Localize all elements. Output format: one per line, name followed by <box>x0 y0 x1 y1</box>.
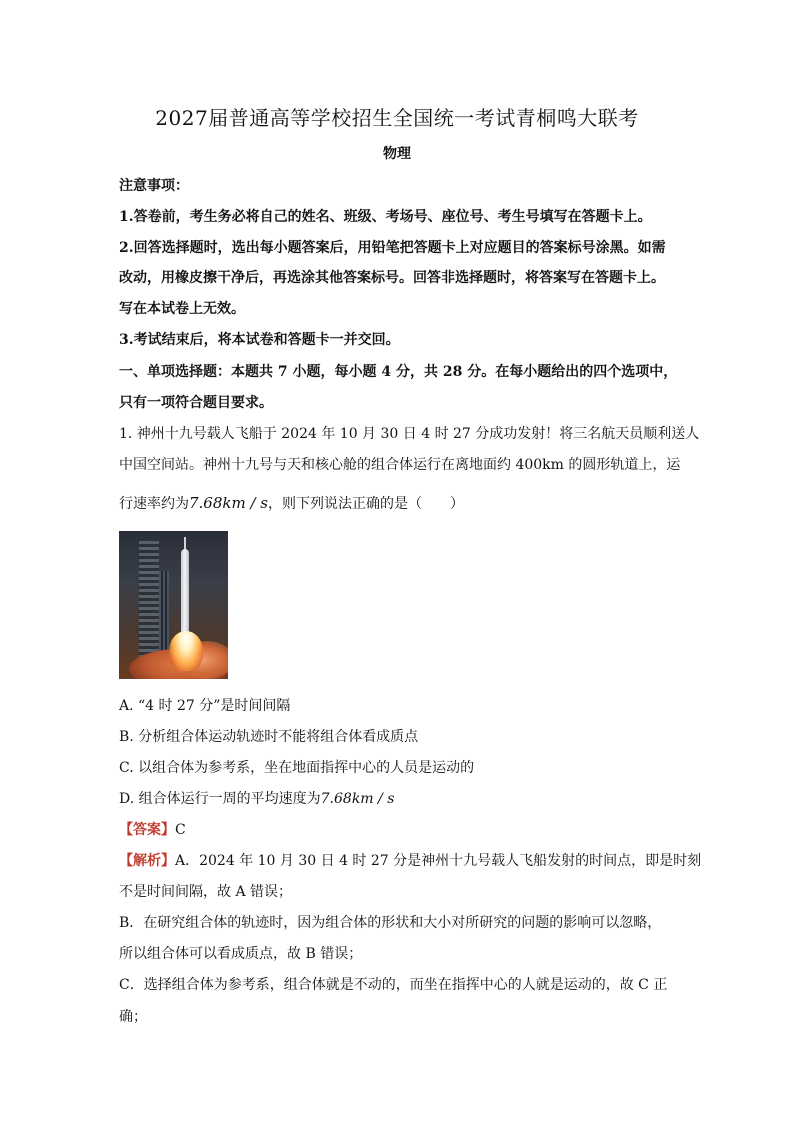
analysis-line-c-2: 确； <box>119 1009 147 1025</box>
rocket-flame <box>169 631 203 671</box>
question-1-line-3-suffix: ，则下列说法正确的是（ ） <box>268 496 464 512</box>
exam-title: 2027届普通高等学校招生全国统一考试青桐鸣大联考 <box>155 106 639 130</box>
notice-item-2-line-1: 2.回答选择题时，选出每小题答案后，用铅笔把答题卡上对应题目的答案标号涂黑。如需 <box>119 240 666 256</box>
notice-item-2-line-2: 改动，用橡皮擦干净后，再选涂其他答案标号。回答非选择题时，将答案写在答题卡上。 <box>119 270 665 286</box>
answer-line <box>119 820 679 840</box>
analysis-line-b-2: 所以组合体可以看成质点，故 B 错误； <box>119 946 363 962</box>
analysis-a-text: A．2024 年 10 月 30 日 4 时 27 分是神州十九号载人飞船发射的时间点，即是时刻 <box>175 853 702 869</box>
speed-formula: 7.68km / s <box>189 494 268 512</box>
rocket-launch-photo <box>119 531 228 679</box>
option-a: A. “4 时 27 分”是时间间隔 <box>119 698 291 714</box>
analysis-line-b-1: B．在研究组合体的轨迹时，因为组合体的形状和大小对所研究的问题的影响可以忽略， <box>119 915 662 931</box>
option-c: C. 以组合体为参考系，坐在地面指挥中心的人员是运动的 <box>119 760 475 776</box>
notice-item-2-line-3: 写在本试卷上无效。 <box>119 301 245 317</box>
section-heading-line-1: 一、单项选择题：本题共 7 小题，每小题 4 分，共 28 分。在每小题给出的四个选项中， <box>119 364 678 380</box>
question-1-line-2: 中国空间站。神州十九号与天和核心舱的组合体运行在离地面约 400km 的圆形轨道上，运 <box>119 457 681 473</box>
notice-item-3: 3.考试结束后，将本试卷和答题卡一并交回。 <box>119 332 400 348</box>
section-heading-line-2: 只有一项符合题目要求。 <box>119 395 273 411</box>
answer-label: 【答案】 <box>119 822 175 838</box>
option-d <box>119 789 679 809</box>
analysis-label: 【解析】 <box>119 853 175 869</box>
subject-label: 物理 <box>383 146 411 162</box>
option-d-formula: 7.68km / s <box>320 791 395 807</box>
analysis-line-c-1: C．选择组合体为参考系，组合体就是不动的，而坐在指挥中心的人就是运动的，故 C 正 <box>119 977 668 993</box>
analysis-line-a-1 <box>119 851 702 871</box>
rocket-icon <box>181 549 189 641</box>
notice-item-1: 1.答卷前，考生务必将自己的姓名、班级、考场号、座位号、考生号填写在答题卡上。 <box>119 209 652 225</box>
notice-heading: 注意事项： <box>119 178 189 194</box>
question-1-line-3 <box>119 493 679 514</box>
analysis-line-a-2: 不是时间间隔，故 A 错误； <box>119 884 293 900</box>
option-b: B. 分析组合体运动轨迹时不能将组合体看成质点 <box>119 729 419 745</box>
question-1-line-3-prefix: 行速率约为 <box>119 496 189 512</box>
question-1-line-1: 1. 神州十九号载人飞船于 2024 年 10 月 30 日 4 时 27 分成功发射！将三名航天员顺利送人 <box>119 426 700 442</box>
answer-value: C <box>175 822 186 838</box>
option-d-text: D. 组合体运行一周的平均速度为 <box>119 791 321 807</box>
